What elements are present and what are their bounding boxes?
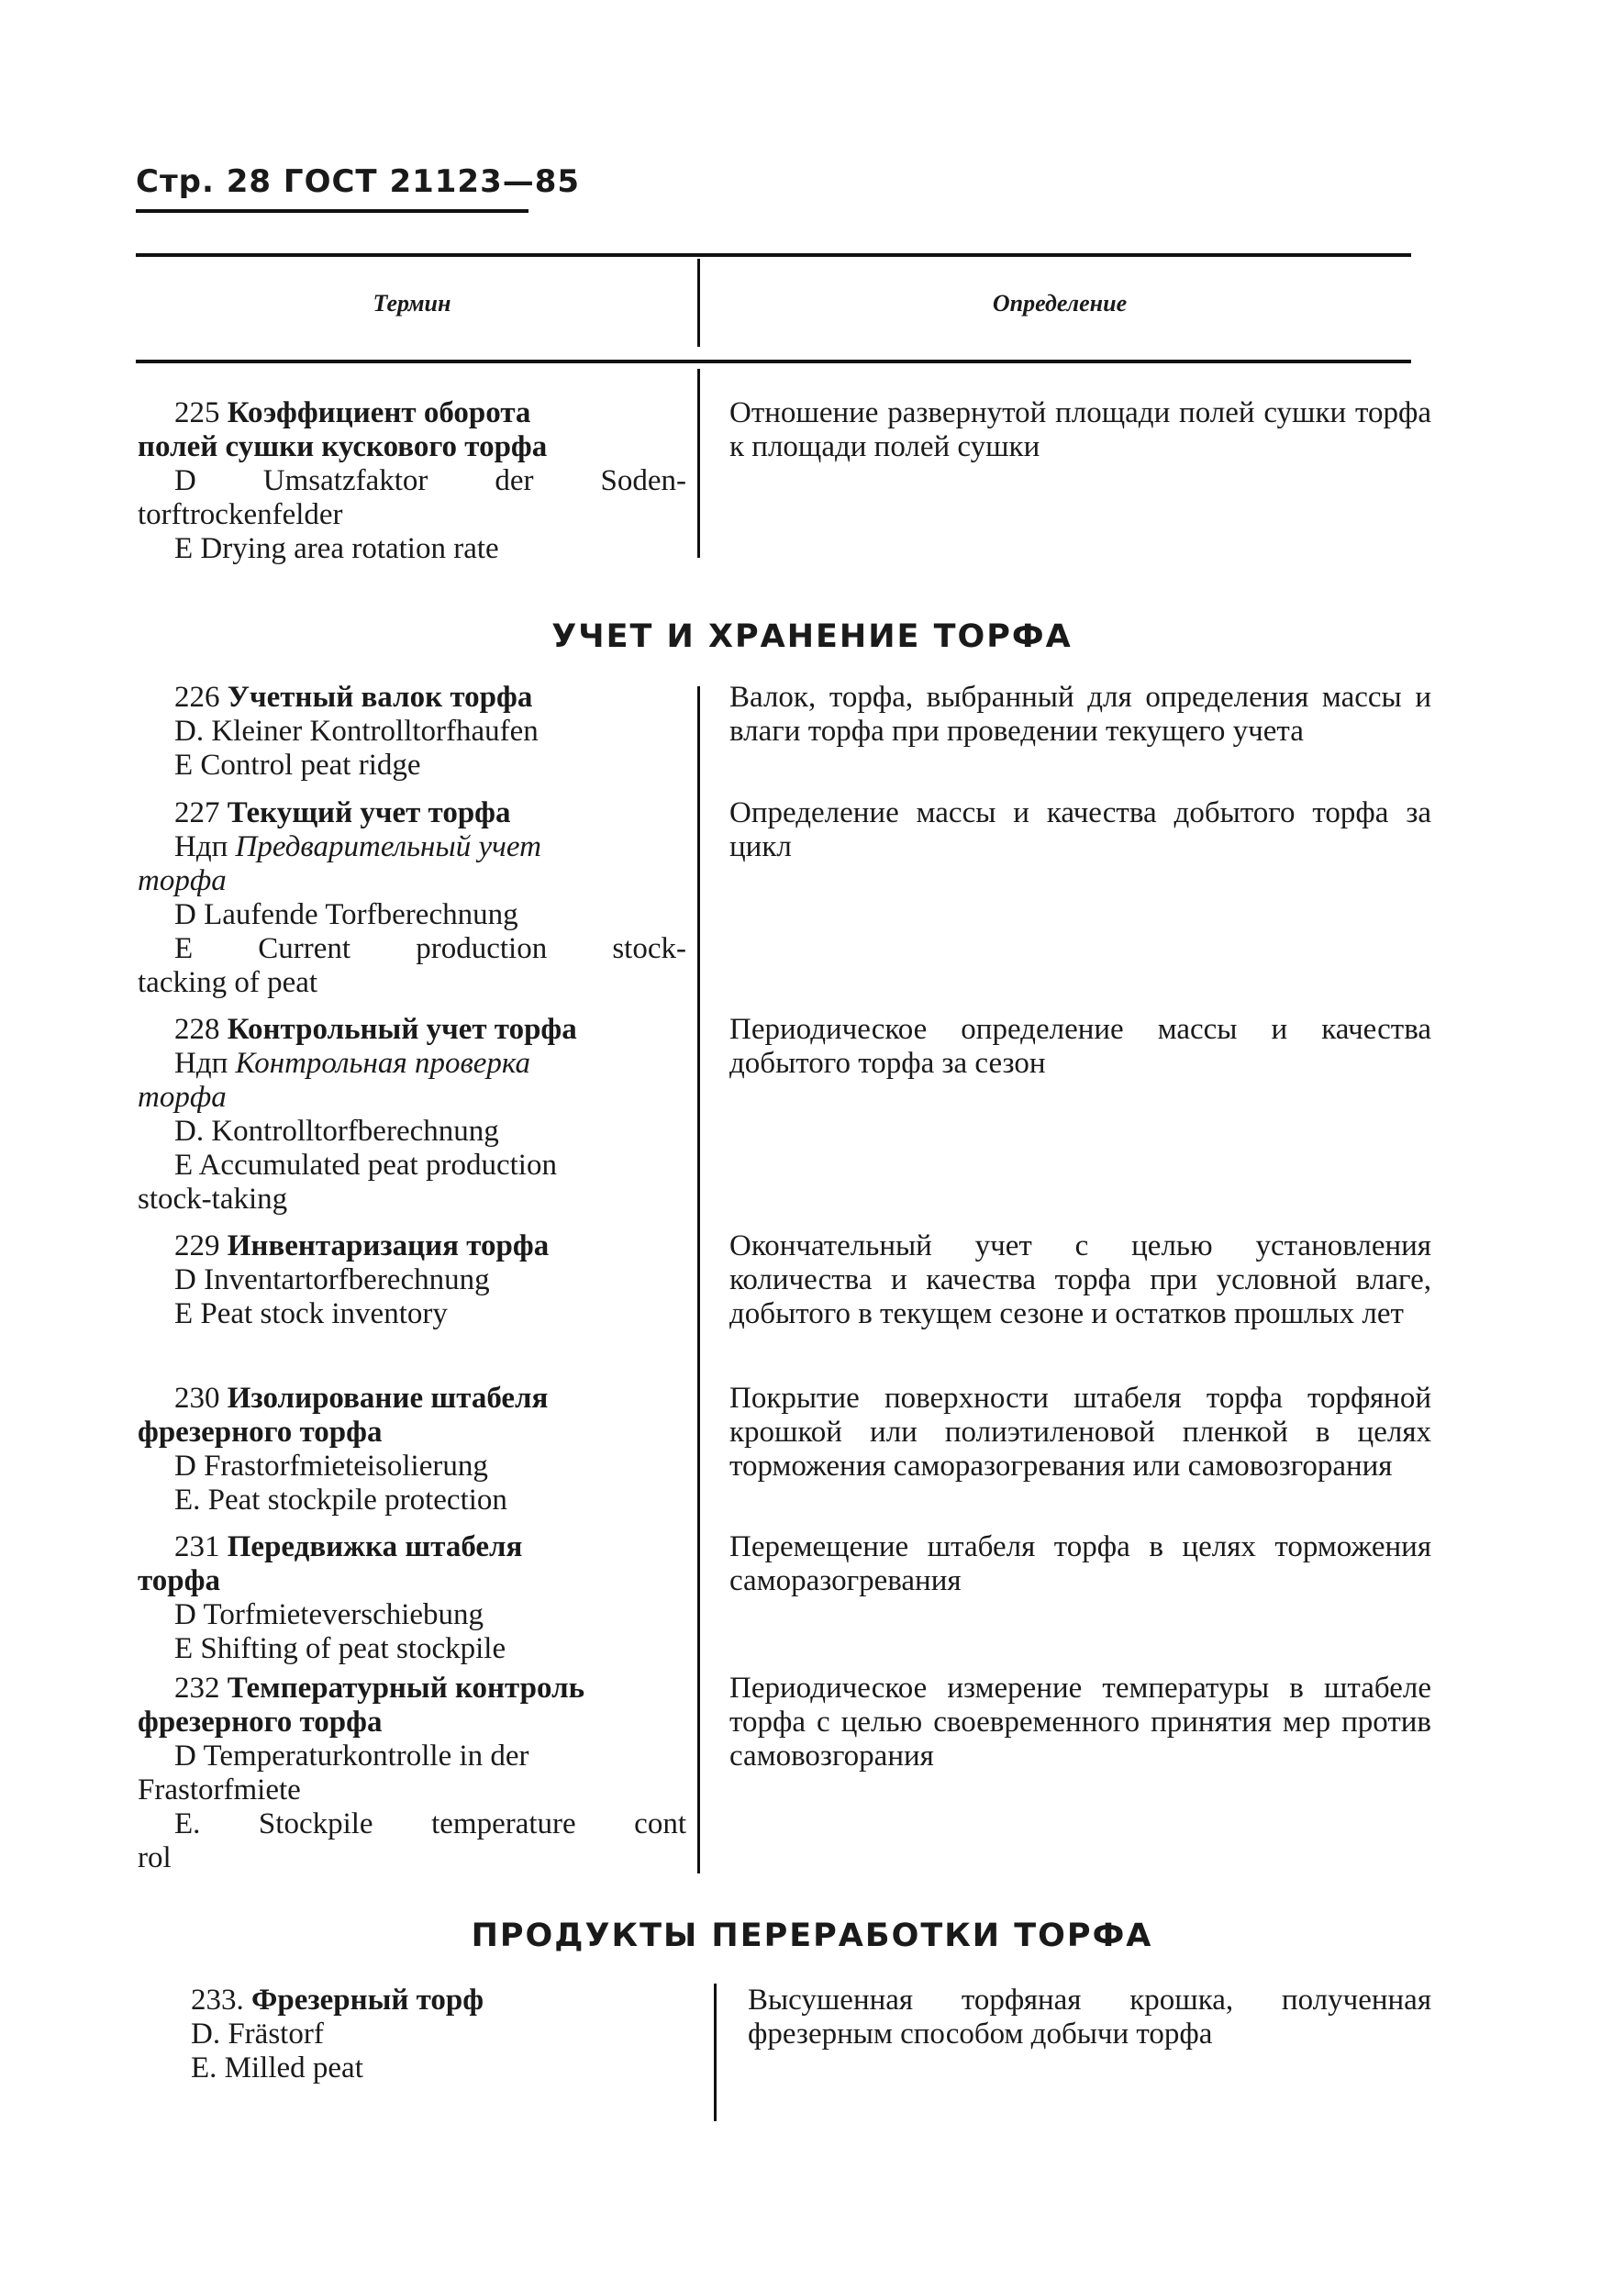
ndp-term: Предварительный учет: [235, 830, 541, 863]
definition-230: Покрытие поверхности штабеля торфа торфяной крошкой или полиэтиленовой пленкой в целях торможения саморазогревания или самовозгорания: [729, 1382, 1431, 1483]
term-title: Инвентаризация торфа: [227, 1229, 550, 1262]
term-entry-229: [138, 1229, 686, 1331]
term-german: D Inventartorfberechnung: [174, 1263, 490, 1296]
term-entry-232: [138, 1672, 686, 1875]
term-number: 229: [174, 1229, 220, 1262]
term-entry-230: [138, 1382, 686, 1517]
definition-231: Перемещение штабеля торфа в целях торможения саморазогревания: [729, 1530, 1431, 1597]
term-number: 225: [174, 396, 220, 429]
term-english: E. Milled peat: [191, 2051, 363, 2084]
term-german-cont: Frastorfmiete: [138, 1773, 301, 1806]
term-entry-225: [138, 396, 686, 566]
ndp-label: Ндп: [174, 1047, 228, 1080]
term-german: D Torfmieteverschiebung: [174, 1598, 484, 1631]
term-english-cont: stock-taking: [138, 1183, 288, 1216]
term-entry-228: [138, 1013, 686, 1217]
column-header-definition: Определение: [992, 290, 1128, 317]
term-german: D. Kontrolltorfberechnung: [174, 1115, 499, 1148]
term-number: 233.: [191, 1984, 244, 2017]
term-number: 227: [174, 796, 220, 829]
term-entry-226: [138, 681, 686, 783]
table-top-rule: [136, 253, 1411, 257]
term-english: E. Peat stockpile protection: [174, 1484, 507, 1517]
term-number: 230: [174, 1382, 220, 1415]
term-english: E Current production stock-: [174, 932, 686, 965]
ndp-label: Ндп: [174, 830, 228, 863]
term-number: 231: [174, 1530, 220, 1563]
term-english-cont: rol: [138, 1841, 172, 1874]
term-title: Температурный контроль: [227, 1672, 585, 1705]
definition-225: Отношение развернутой площади полей сушки торфа к площади полей сушки: [729, 396, 1431, 463]
term-title-cont: фрезерного торфа: [138, 1416, 383, 1449]
term-german-cont: torftrockenfelder: [138, 498, 343, 531]
ndp-term-cont: торфа: [138, 864, 227, 897]
section-heading-products: ПРОДУКТЫ ПЕРЕРАБОТКИ ТОРФА: [471, 1918, 1153, 1954]
term-title: Учетный валок торфа: [227, 681, 533, 714]
definition-227: Определение массы и качества добытого торфа за цикл: [729, 796, 1431, 863]
term-english: E. Stockpile temperature cont: [174, 1807, 686, 1840]
term-english-cont: tacking of peat: [138, 966, 318, 999]
term-german: D. Kleiner Kontrolltorfhaufen: [174, 715, 539, 748]
term-number: 226: [174, 681, 220, 714]
definition-229: Окончательный учет с целью установления количества и качества торфа при условной влаге, добытого в текущем сезоне и остатков прошлых лет: [729, 1229, 1431, 1330]
term-entry-231: [138, 1530, 686, 1666]
term-title: Текущий учет торфа: [227, 796, 511, 829]
term-title-cont: торфа: [138, 1564, 220, 1597]
definition-233: Высушенная торфяная крошка, полученная фрезерным способом добычи торфа: [748, 1984, 1431, 2051]
column-divider: [697, 369, 700, 558]
term-german: D Umsatzfaktor der Soden-: [174, 464, 686, 497]
term-entry-227: [138, 796, 686, 1000]
term-title: Изолирование штабеля: [227, 1382, 549, 1415]
ndp-term: Контрольная проверка: [235, 1047, 531, 1080]
term-title: Передвижка штабеля: [227, 1530, 523, 1563]
table-header-rule: [136, 360, 1411, 363]
column-divider: [697, 686, 700, 1873]
header-underline: [136, 209, 528, 213]
term-english: E Drying area rotation rate: [174, 532, 499, 565]
term-title: Фрезерный торф: [251, 1984, 484, 2017]
term-german: D Temperaturkontrolle in der: [174, 1740, 529, 1773]
header-column-divider: [697, 259, 700, 347]
term-title-cont: фрезерного торфа: [138, 1706, 383, 1739]
term-number: 232: [174, 1672, 220, 1705]
term-english: E Control peat ridge: [174, 749, 421, 782]
definition-226: Валок, торфа, выбранный для определения массы и влаги торфа при проведении текущего учета: [729, 681, 1431, 748]
term-german: D Frastorfmieteisolierung: [174, 1450, 488, 1483]
term-title: Контрольный учет торфа: [227, 1013, 577, 1046]
page-header: Стр. 28 ГОСТ 21123—85: [136, 163, 581, 200]
term-title-cont: полей сушки кускового торфа: [138, 430, 548, 463]
term-german: D. Frästorf: [191, 2018, 324, 2051]
term-entry-233: [154, 1984, 703, 2085]
definition-228: Периодическое определение массы и качества добытого торфа за сезон: [729, 1013, 1431, 1080]
column-divider: [714, 1984, 717, 2121]
definition-232: Периодическое измерение температуры в штабеле торфа с целью своевременного принятия мер против самовозгорания: [729, 1672, 1431, 1773]
term-number: 228: [174, 1013, 220, 1046]
ndp-term-cont: торфа: [138, 1081, 227, 1114]
term-english: E Peat stock inventory: [174, 1297, 448, 1330]
term-english: E Accumulated peat production: [174, 1149, 557, 1182]
term-english: E Shifting of peat stockpile: [174, 1632, 506, 1665]
term-title: Коэффициент оборота: [227, 396, 531, 429]
term-german: D Laufende Torfberechnung: [174, 898, 518, 931]
column-header-term: Термин: [373, 290, 451, 317]
section-heading-accounting: УЧЕТ И ХРАНЕНИЕ ТОРФА: [551, 618, 1073, 655]
